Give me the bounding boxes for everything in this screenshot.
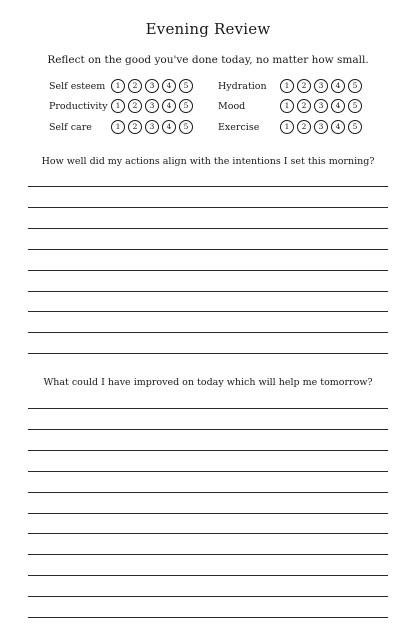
rating-option-mood-3[interactable]: 3 [314,99,328,113]
rating-scale-self-care [111,120,193,134]
rating-scale-productivity [111,99,193,113]
rating-option-self-esteem-3[interactable]: 3 [145,79,159,93]
page-title: Evening Review [145,20,271,38]
rating-option-hydration-4[interactable]: 4 [331,79,345,93]
writing-line[interactable] [28,533,388,534]
rating-option-self-esteem-4[interactable]: 4 [162,79,176,93]
rating-option-productivity-4[interactable]: 4 [162,99,176,113]
writing-line[interactable] [28,408,388,409]
rating-label-productivity: Productivity [49,100,108,112]
rating-option-self-care-1[interactable]: 1 [111,120,125,134]
rating-option-self-care-3[interactable]: 3 [145,120,159,134]
rating-row-hydration [218,78,362,94]
rating-label-hydration: Hydration [218,80,267,92]
rating-row-self-esteem [49,78,193,94]
rating-scale-mood [280,99,362,113]
rating-scale-self-esteem [111,79,193,93]
writing-line[interactable] [28,186,388,187]
page-subtitle: Reflect on the good you've done today, no matter how small. [47,54,369,66]
rating-option-productivity-1[interactable]: 1 [111,99,125,113]
writing-line[interactable] [28,270,388,271]
rating-option-self-esteem-2[interactable]: 2 [128,79,142,93]
rating-option-mood-2[interactable]: 2 [297,99,311,113]
writing-line[interactable] [28,471,388,472]
writing-line[interactable] [28,575,388,576]
question-alignment: How well did my actions align with the intentions I set this morning? [41,156,375,167]
rating-option-self-care-5[interactable]: 5 [179,120,193,134]
rating-option-mood-4[interactable]: 4 [331,99,345,113]
writing-line[interactable] [28,596,388,597]
writing-line[interactable] [28,492,388,493]
rating-option-exercise-4[interactable]: 4 [331,120,345,134]
rating-scale-exercise [280,120,362,134]
writing-line[interactable] [28,311,388,312]
rating-option-productivity-3[interactable]: 3 [145,99,159,113]
rating-option-mood-1[interactable]: 1 [280,99,294,113]
writing-line[interactable] [28,353,388,354]
rating-option-self-esteem-5[interactable]: 5 [179,79,193,93]
writing-line[interactable] [28,513,388,514]
rating-option-exercise-1[interactable]: 1 [280,120,294,134]
rating-label-exercise: Exercise [218,121,260,133]
writing-line[interactable] [28,228,388,229]
rating-option-self-care-4[interactable]: 4 [162,120,176,134]
writing-line[interactable] [28,291,388,292]
rating-option-hydration-2[interactable]: 2 [297,79,311,93]
rating-row-productivity [49,98,193,114]
writing-line[interactable] [28,617,388,618]
rating-option-hydration-1[interactable]: 1 [280,79,294,93]
writing-line[interactable] [28,554,388,555]
writing-line[interactable] [28,450,388,451]
writing-line[interactable] [28,429,388,430]
question-improvement: What could I have improved on today which will help me tomorrow? [43,377,373,388]
rating-label-self-care: Self care [49,121,92,133]
rating-option-hydration-3[interactable]: 3 [314,79,328,93]
rating-option-mood-5[interactable]: 5 [348,99,362,113]
rating-option-hydration-5[interactable]: 5 [348,79,362,93]
rating-label-mood: Mood [218,100,246,112]
rating-option-productivity-2[interactable]: 2 [128,99,142,113]
rating-option-exercise-5[interactable]: 5 [348,120,362,134]
rating-option-exercise-3[interactable]: 3 [314,120,328,134]
rating-label-self-esteem: Self esteem [49,80,106,92]
writing-line[interactable] [28,332,388,333]
rating-row-self-care [49,119,193,135]
rating-option-exercise-2[interactable]: 2 [297,120,311,134]
rating-row-exercise [218,119,362,135]
rating-option-self-care-2[interactable]: 2 [128,120,142,134]
rating-row-mood [218,98,362,114]
rating-option-self-esteem-1[interactable]: 1 [111,79,125,93]
writing-line[interactable] [28,249,388,250]
rating-scale-hydration [280,79,362,93]
writing-line[interactable] [28,207,388,208]
rating-option-productivity-5[interactable]: 5 [179,99,193,113]
